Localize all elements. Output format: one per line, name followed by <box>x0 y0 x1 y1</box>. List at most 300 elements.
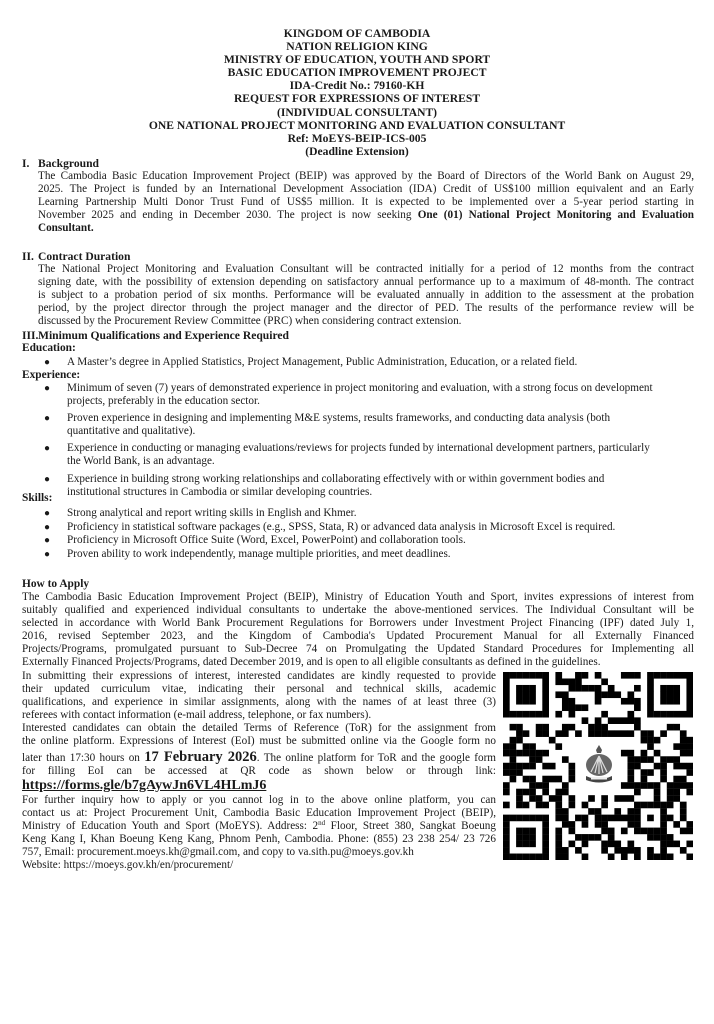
qr-module <box>660 808 667 815</box>
qr-module <box>542 698 549 705</box>
qr-module <box>634 847 641 854</box>
qr-module <box>503 763 510 770</box>
qr-module <box>562 847 569 854</box>
qr-module <box>673 841 680 848</box>
qr-module <box>601 691 608 698</box>
qr-module <box>595 815 602 822</box>
qr-module <box>680 737 687 744</box>
qr-module <box>542 691 549 698</box>
qr-module <box>673 691 680 698</box>
qr-module <box>582 802 589 809</box>
qr-module <box>634 756 641 763</box>
qr-module <box>582 672 589 679</box>
qr-module <box>503 769 510 776</box>
qr-module <box>562 821 569 828</box>
qr-module <box>542 763 549 770</box>
qr-module <box>523 730 530 737</box>
bullet-icon: ● <box>44 383 51 394</box>
qr-module <box>686 782 693 789</box>
qr-module <box>510 743 517 750</box>
qr-module <box>621 847 628 854</box>
qr-module <box>627 782 634 789</box>
qr-module <box>569 841 576 848</box>
list-item <box>38 473 698 499</box>
header-line: ONE NATIONAL PROJECT MONITORING AND EVALUATION CONSULTANT <box>148 118 566 132</box>
qr-module <box>667 698 674 705</box>
qr-module <box>595 808 602 815</box>
qr-module <box>582 685 589 692</box>
qr-module <box>555 847 562 854</box>
qr-module <box>680 808 687 815</box>
qr-module <box>641 776 648 783</box>
qr-module <box>654 828 661 835</box>
qr-module <box>595 685 602 692</box>
qr-module <box>503 685 510 692</box>
qr-module <box>660 756 667 763</box>
qr-module <box>608 691 615 698</box>
qr-module <box>647 782 654 789</box>
qr-module <box>516 834 523 841</box>
qr-module <box>680 750 687 757</box>
list-item <box>38 534 698 547</box>
qr-module <box>667 802 674 809</box>
list-item-text: Minimum of seven (7) years of demonstrated experience in project monitoring and evaluation, with a strong focus on development <box>67 382 653 394</box>
document-header <box>0 27 714 158</box>
qr-module <box>641 756 648 763</box>
qr-module <box>575 704 582 711</box>
qr-module <box>667 815 674 822</box>
qr-module <box>542 834 549 841</box>
qr-module <box>614 847 621 854</box>
qr-module <box>654 854 661 860</box>
qr-module <box>627 691 634 698</box>
qr-module <box>536 711 543 718</box>
qr-module <box>673 789 680 796</box>
qr-module <box>542 782 549 789</box>
qr-module <box>582 834 589 841</box>
qr-module <box>647 691 654 698</box>
skills-label: Skills: <box>22 492 53 504</box>
qr-module <box>516 711 523 718</box>
list-item-text: A Master’s degree in Applied Statistics, Project Management, Public Administration, Education, or a related field. <box>67 356 578 368</box>
qr-module <box>641 828 648 835</box>
qr-module <box>516 672 523 679</box>
experience-list <box>38 382 698 499</box>
qr-module <box>686 691 693 698</box>
qr-module <box>562 730 569 737</box>
qr-module <box>660 672 667 679</box>
qr-module <box>660 685 667 692</box>
qr-module <box>634 821 641 828</box>
paragraph-line: 2016, revised September 2023, and the Kingdom of Cambodia's Updated Procurement Manual for all Externally Financed <box>22 630 694 643</box>
qr-module <box>523 815 530 822</box>
qr-module <box>510 854 517 860</box>
qr-module <box>601 828 608 835</box>
qr-module <box>516 737 523 744</box>
paragraph-text: Floor, Street 380, Sangkat Boeung <box>325 819 496 832</box>
qr-module <box>569 795 576 802</box>
qr-module <box>516 802 523 809</box>
qr-module <box>627 847 634 854</box>
qr-module <box>614 717 621 724</box>
qr-module <box>667 782 674 789</box>
qr-module <box>582 854 589 860</box>
paragraph-line: the online platform. Expressions of Interest (EoI) must be submitted online via the Google form no <box>22 735 496 748</box>
qr-module <box>654 782 661 789</box>
qr-module <box>536 672 543 679</box>
contract-paragraph <box>38 263 694 328</box>
qr-module <box>555 854 562 860</box>
qr-module <box>562 756 569 763</box>
qr-module <box>641 750 648 757</box>
qr-module <box>542 724 549 731</box>
qr-module <box>654 789 661 796</box>
qr-module <box>654 750 661 757</box>
paragraph-text: . The online platform for ToR and the google form <box>256 751 497 764</box>
qr-module <box>686 685 693 692</box>
qr-module <box>575 678 582 685</box>
qr-module <box>503 802 510 809</box>
qr-module <box>516 828 523 835</box>
qr-module <box>536 815 543 822</box>
qr-module <box>673 724 680 731</box>
qr-module <box>523 743 530 750</box>
submission-paragraph <box>22 670 496 872</box>
qr-module <box>673 672 680 679</box>
qr-module <box>503 750 510 757</box>
qr-module <box>569 724 576 731</box>
qr-module <box>542 854 549 860</box>
qr-module <box>680 782 687 789</box>
qr-module <box>621 698 628 705</box>
list-item-text: Proven experience in designing and implementing M&E systems, results frameworks, and conducting data analysis (both <box>67 412 611 425</box>
qr-module <box>647 828 654 835</box>
paragraph-line: qualifications, and experience in similar assignments, along with the names of at least three (3) <box>22 696 496 709</box>
qr-module <box>542 789 549 796</box>
qr-module <box>686 737 693 744</box>
qr-module <box>569 711 576 718</box>
list-item-text: Proven ability to work independently, manage multiple priorities, and meet deadlines. <box>67 548 451 561</box>
qr-module <box>595 724 602 731</box>
qr-module <box>503 698 510 705</box>
bullet-icon: ● <box>44 549 51 561</box>
qr-module <box>529 685 536 692</box>
qr-module <box>621 782 628 789</box>
qr-module <box>601 730 608 737</box>
qr-module <box>516 763 523 770</box>
qr-code-icon[interactable] <box>503 672 693 860</box>
section-number: II. <box>22 250 34 263</box>
qr-module <box>529 815 536 822</box>
qr-module <box>555 802 562 809</box>
qr-module <box>503 789 510 796</box>
qr-module <box>627 821 634 828</box>
paragraph-line: discussed by the Procurement Review Committee (PRC) when considering contract extension. <box>38 315 462 328</box>
qr-module <box>601 711 608 718</box>
qr-module <box>660 834 667 841</box>
qr-module <box>503 743 510 750</box>
qr-module <box>510 711 517 718</box>
qr-module <box>542 841 549 848</box>
qr-module <box>562 815 569 822</box>
qr-module <box>503 782 510 789</box>
qr-module <box>686 763 693 770</box>
qr-module <box>647 737 654 744</box>
paragraph-line: The Cambodia Basic Education Improvement Project (BEIP) was approved by the Board of Directors of the World Bank on August 29, <box>38 170 694 182</box>
qr-module <box>627 730 634 737</box>
list-item-text: Proficiency in statistical software packages (e.g., SPSS, Stata, R) or advanced data analysis in Microsoft Excel is required. <box>67 520 616 533</box>
qr-module <box>660 841 667 848</box>
qr-module <box>686 821 693 828</box>
qr-module <box>510 763 517 770</box>
qr-module <box>536 802 543 809</box>
qr-module <box>510 737 517 744</box>
qr-module <box>627 672 634 679</box>
qr-module <box>667 711 674 718</box>
qr-module <box>673 782 680 789</box>
qr-module <box>667 724 674 731</box>
qr-module <box>523 828 530 835</box>
qr-module <box>569 704 576 711</box>
list-item <box>38 412 698 438</box>
qr-module <box>627 711 634 718</box>
qr-module <box>582 704 589 711</box>
qr-module <box>536 750 543 757</box>
paragraph-line: Learning Partnership Multi Donor Trust Fund of US$5 million. It is expected to be implemented over a 5-year period starting in <box>38 196 694 209</box>
qr-module <box>536 795 543 802</box>
qr-module <box>503 704 510 711</box>
qr-module <box>510 756 517 763</box>
header-line: BASIC EDUCATION IMPROVEMENT PROJECT <box>227 66 487 80</box>
qr-module <box>588 724 595 731</box>
qr-module <box>562 678 569 685</box>
header-line: (INDIVIDUAL CONSULTANT) <box>276 105 438 119</box>
qr-module <box>601 815 608 822</box>
qr-module <box>647 743 654 750</box>
qr-module <box>634 704 641 711</box>
qr-module <box>601 678 608 685</box>
list-item-text: the World Bank, is an advantage. <box>67 455 215 468</box>
qr-module <box>647 756 654 763</box>
list-item-text: institutional structures in Cambodia or similar developing countries. <box>67 485 373 498</box>
qr-module <box>523 672 530 679</box>
qr-module <box>641 802 648 809</box>
paragraph-line: suitably qualified and experienced individual consultants to undertake the above-mentioned services. The Individual Consultant will be <box>22 604 694 617</box>
qr-module <box>588 795 595 802</box>
bullet-icon: ● <box>44 508 51 519</box>
qr-module <box>608 854 615 860</box>
qr-module <box>641 782 648 789</box>
paragraph-line: their updated curriculum vitae, indicating their personal and technical skills, academic <box>22 683 496 696</box>
qr-module <box>627 808 634 815</box>
qr-module <box>673 685 680 692</box>
qr-module <box>647 672 654 679</box>
qr-module <box>516 691 523 698</box>
qr-module <box>516 841 523 848</box>
qr-module <box>686 672 693 679</box>
qr-module <box>627 776 634 783</box>
list-item <box>38 382 698 408</box>
qr-module <box>621 717 628 724</box>
qr-module <box>529 841 536 848</box>
qr-module <box>555 678 562 685</box>
qr-module <box>641 769 648 776</box>
paragraph-line: In submitting their expressions of interest, interested candidates are kindly requested to provide <box>22 670 496 682</box>
qr-module <box>654 763 661 770</box>
qr-module <box>503 678 510 685</box>
paragraph-line: for filling EoI can be accessed at QR code as shown below or through link: <box>22 764 496 777</box>
qr-module <box>667 685 674 692</box>
qr-module <box>523 698 530 705</box>
qr-module <box>660 763 667 770</box>
qr-module <box>654 795 661 802</box>
qr-module <box>660 815 667 822</box>
qr-module <box>575 730 582 737</box>
qr-module <box>523 789 530 796</box>
qr-module <box>647 704 654 711</box>
qr-module <box>516 685 523 692</box>
qr-module <box>686 698 693 705</box>
paragraph-text: Ministry of Education Youth and Sport (MoEYS). Address: 2 <box>22 819 319 832</box>
qr-module <box>627 815 634 822</box>
qr-module <box>680 730 687 737</box>
qr-module <box>647 834 654 841</box>
qr-module <box>614 808 621 815</box>
qr-module <box>634 789 641 796</box>
qr-module <box>680 763 687 770</box>
qr-module <box>549 776 556 783</box>
qr-module <box>627 717 634 724</box>
qr-module <box>582 841 589 848</box>
paragraph-line: period, by the project director through the project manager and the director of PED. The results of the performance review will be <box>38 302 694 315</box>
qr-module <box>536 756 543 763</box>
qr-module <box>647 769 654 776</box>
header-line: REQUEST FOR EXPRESSIONS OF INTEREST <box>233 92 481 106</box>
deadline-date: 17 February 2026 <box>144 748 257 765</box>
qr-module <box>621 672 628 679</box>
qr-module <box>510 672 517 679</box>
list-item <box>38 548 698 561</box>
list-item <box>38 507 698 520</box>
education-label: Education: <box>22 342 76 354</box>
qr-module <box>503 821 510 828</box>
qr-module <box>588 834 595 841</box>
list-item-text: Experience in conducting or managing evaluations/reviews for projects funded by international development partners, particularly <box>67 442 650 455</box>
qr-module <box>503 847 510 854</box>
qr-module <box>673 743 680 750</box>
bullet-icon: ● <box>44 413 51 425</box>
qr-module <box>673 763 680 770</box>
qr-module <box>555 711 562 718</box>
qr-module <box>555 776 562 783</box>
qr-module <box>588 730 595 737</box>
qr-module <box>634 763 641 770</box>
section-heading-background <box>22 157 99 170</box>
header-line: KINGDOM OF CAMBODIA <box>283 27 431 40</box>
qr-module <box>523 685 530 692</box>
qr-module <box>523 711 530 718</box>
qr-module <box>549 795 556 802</box>
qr-module <box>634 724 641 731</box>
qr-module <box>601 795 608 802</box>
qr-module <box>536 782 543 789</box>
qr-module <box>686 743 693 750</box>
qr-module <box>614 841 621 848</box>
qr-module <box>503 672 510 679</box>
qr-module <box>608 834 615 841</box>
list-item-text: Experience in building strong working relationships and collaborating effectively with or within government bodies and <box>67 472 605 485</box>
qr-module <box>555 795 562 802</box>
qr-module <box>660 698 667 705</box>
qr-module <box>673 756 680 763</box>
qr-module <box>608 841 615 848</box>
qr-module <box>516 854 523 860</box>
qr-module <box>667 756 674 763</box>
qr-module <box>588 808 595 815</box>
qr-module <box>575 834 582 841</box>
qr-module <box>595 730 602 737</box>
qr-module <box>686 750 693 757</box>
qr-module <box>667 789 674 796</box>
qr-module <box>542 847 549 854</box>
qr-module <box>503 828 510 835</box>
qr-module <box>542 815 549 822</box>
section-heading-qualifications <box>22 329 289 342</box>
qr-module <box>516 750 523 757</box>
qr-module <box>542 672 549 679</box>
bullet-icon: ● <box>44 521 51 533</box>
qr-module <box>503 834 510 841</box>
qr-module <box>608 685 615 692</box>
qr-module <box>569 678 576 685</box>
paragraph-line <box>38 222 694 235</box>
qr-module <box>510 724 517 731</box>
list-item <box>38 356 698 369</box>
google-form-link[interactable]: https://forms.gle/b7gAywJn6VL4HLmJ6 <box>22 777 267 793</box>
qr-module <box>582 717 589 724</box>
qr-module <box>680 776 687 783</box>
qr-module <box>529 698 536 705</box>
qr-module <box>627 763 634 770</box>
qr-module <box>621 815 628 822</box>
qr-module <box>673 776 680 783</box>
qr-module <box>647 854 654 860</box>
section-title: Contract Duration <box>38 250 131 263</box>
qr-module <box>660 776 667 783</box>
qr-module <box>529 834 536 841</box>
qr-module <box>627 698 634 705</box>
qr-module <box>667 854 674 860</box>
qr-module <box>634 815 641 822</box>
qr-module <box>686 841 693 848</box>
qr-module <box>529 672 536 679</box>
qr-module <box>647 815 654 822</box>
qr-module <box>529 763 536 770</box>
qr-module <box>601 802 608 809</box>
qr-module <box>562 789 569 796</box>
qr-module <box>529 854 536 860</box>
section-heading-contract <box>22 250 130 263</box>
qr-module <box>660 854 667 860</box>
qr-module <box>686 789 693 796</box>
qr-module <box>621 828 628 835</box>
list-item <box>38 442 698 468</box>
list-item-text: Proficiency in Microsoft Office Suite (Word, Excel, PowerPoint) and collaboration tools. <box>67 534 466 547</box>
qr-module <box>634 672 641 679</box>
qr-module <box>542 711 549 718</box>
qr-module <box>686 828 693 835</box>
qr-module <box>667 672 674 679</box>
